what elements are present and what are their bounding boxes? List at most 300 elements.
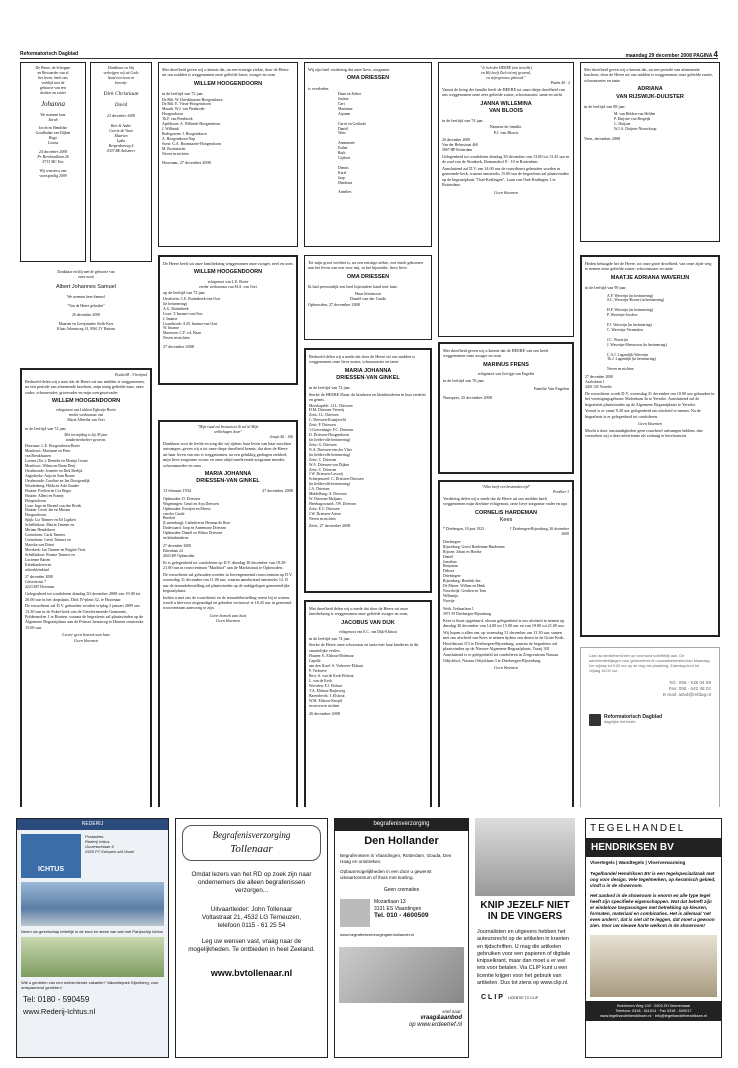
verse-reference: Jesaja 46 : 10b xyxy=(269,434,293,439)
notice-text: Vanuit de kring der familie heeft de HEERE tot onze diepe droefheid van ons weggenomen onze zeer geliefde zuster, schoonzuster, tante en nicht xyxy=(442,86,565,98)
rd-logo-icon xyxy=(589,714,601,726)
notice-text: Sterke de Heere onze schoonzus en tante met haar kinderen in dit smartelijke verlies. xyxy=(309,642,419,653)
notice-date: 26 december 2008 xyxy=(309,711,340,717)
grandson-notice xyxy=(304,255,432,340)
family-line: A. Hoogendoorn-Nap xyxy=(162,136,196,141)
family-line: en neven en nichten xyxy=(309,703,340,708)
spouse-info: echtgenoot van Lubbert Egbertje Boote eerder weduwnaar van Maria Albertha van Oort xyxy=(56,408,116,423)
tollenaar-website[interactable]: www.bvtollenaar.nl xyxy=(210,968,293,979)
notice-date: 27 december 2008 xyxy=(163,344,194,350)
ichtus-address: Postadres: Rederij Ichtus Ouverturelaan 6 2926 PT Krimpen a/d IJssel xyxy=(85,833,135,855)
info-fax: Fax: 055 - 542 48 02 xyxy=(668,685,711,691)
rd-logo xyxy=(589,714,711,726)
ad-rederij-ichtus[interactable] xyxy=(16,818,169,1058)
family-line: J. Imanse xyxy=(163,316,178,321)
death-notice-maria-2 xyxy=(304,348,432,593)
family-line: Driebergen- xyxy=(443,574,462,579)
ichtus-top: REDERIJ xyxy=(17,819,168,830)
family-line: D. Driessen-Hoogendoorn xyxy=(309,433,350,438)
family-line: Rijsenburg: Gerrit Hardeman-Hardeman xyxy=(443,544,505,549)
age: in de leeftijd van 90 jaar. xyxy=(585,285,627,291)
age: in de leeftijd van 74 jaar. xyxy=(442,117,484,123)
family-line: aan den IJssel: S. Verhoeve-Elshout xyxy=(309,664,364,669)
family-line: T.A. Elshout-Buijteweg xyxy=(309,688,346,693)
ad-tollenaar[interactable] xyxy=(175,818,328,1058)
family-line: C. Driessen-Kraaijeveld xyxy=(309,418,346,423)
notice-text: Met droefheid geven wij u kennis dat, na een ernstige ziekte, door de Heere uit ons midden is weggenomen onze geliefde broer, zwager en oom xyxy=(162,67,289,78)
family-line: Esther xyxy=(338,146,348,151)
death-notice-willem-3 xyxy=(158,255,298,385)
family-line: Lisserbroek: A.M. Imanse-van Oort xyxy=(163,321,218,326)
family-line: Opheusden: D. Driessen xyxy=(163,496,201,501)
family-line: Th.J. Lagendijk (in herinnering) xyxy=(607,357,656,362)
hollander-top: begrafenisverzorging xyxy=(335,819,468,831)
hollander-name: Den Hollander xyxy=(364,834,439,847)
clip-logo-sub: LICENTIE TO CLIP xyxy=(507,995,539,1000)
notice-text: De Heere heeft uit onze familiekring weggenomen onze zwager, neef en oom xyxy=(163,261,293,266)
parents: Maarten en Geerjanneke Stolk-Kers Klaas Adamsweg 14, 8061 JV Hattem xyxy=(57,321,115,331)
family-line: W. Driessen-Maljaars xyxy=(309,497,342,502)
death-notice-willem-2 xyxy=(158,62,298,247)
column-4 xyxy=(438,62,574,807)
notice-text: Heden behaagde het de Heere, tot onze grote droefheid, van onze zijde weg te nemen onze geliefde zuster, schoonzuster en tante xyxy=(585,261,712,272)
dates: 13 februari 1934 27 december 2008 xyxy=(163,488,293,494)
family-line: Kleinkinderen en xyxy=(25,562,52,567)
closing: Liever geen bezoek aan huis Geen bloemen xyxy=(62,632,110,643)
spouse-info: echtgenoot van Gerrigje van Engelen xyxy=(477,372,535,377)
ichtus-text-2: Wilt u genieten van een welverdiende vakantie? Vakantiepark Kijkelberg; voor ontspannend genieten! xyxy=(21,979,159,990)
family-line: (in liefdevolle herinnering) xyxy=(309,482,351,487)
family-line: Justine xyxy=(338,96,349,101)
ad-clip[interactable] xyxy=(475,818,575,1058)
family-line: Arjanne xyxy=(338,111,351,116)
family-line: Soest: G.A. Boomzazier-Hoogendoorn xyxy=(162,141,221,146)
family-line: Marianne xyxy=(338,106,353,111)
family-line: van der Garde xyxy=(163,511,185,516)
tollenaar-contact: Uitvaartleider: John Tollenaar Voltastraat 21, 4532 LG Terneuzen, telefoon 0115 - 61 25 54 xyxy=(202,905,301,929)
family-line: Montfoort: Wilma en Bram Derij xyxy=(25,464,76,469)
notice-text: Aansluitend is er gelegenheid tot condoleren in Zorgcentrum Nassau Odijckhof, Nassau Odijcklaan 3 te Driebergen-Rijsenburg. xyxy=(443,652,559,663)
page-info xyxy=(625,50,718,60)
age: in de leeftijd van 88 jaar. xyxy=(584,103,626,109)
family-line: Debora xyxy=(443,569,455,574)
family-list xyxy=(585,294,715,373)
family-line: Hoogendoorn xyxy=(25,498,46,503)
birth-date: 26 december 2008 xyxy=(71,312,101,317)
address: Weth. Verhaarlaan 1 3971 PJ Driebergen-Rijsenburg xyxy=(443,606,491,616)
age: in de leeftijd van 72 jaar. xyxy=(162,91,204,97)
family-line: Noordwijk: Gerdien en Tom xyxy=(443,589,487,594)
family-line: Noortje xyxy=(443,598,455,603)
notice-date: Nunspeet, 25 december 2008 xyxy=(443,394,492,400)
family-line: Schellinkout: Martin Timmer en xyxy=(25,523,75,528)
hollander-text: Begrafenissen in Vlaardingen, Rotterdam, Gouda, Den Haag en omstreken. xyxy=(340,853,452,865)
deceased-name: WILLEM HOOGENDOORN xyxy=(51,398,121,405)
hollander-website[interactable]: www.begrafenisverzorgingdenhollander.nl xyxy=(340,932,415,938)
closing: Geen bloemen xyxy=(637,421,663,427)
family-line: Mariska van Driest xyxy=(25,542,55,547)
family-line: N.A. Driessen-van der Vliet xyxy=(309,447,352,452)
family-line: Neven en nichten xyxy=(163,336,190,341)
family-line: Daniël xyxy=(443,554,454,559)
family-line: J.W. Driessen-Lavooij xyxy=(309,472,343,477)
tollenaar-logo xyxy=(182,825,321,861)
boat-photo xyxy=(21,882,164,926)
clip-photo xyxy=(475,818,575,896)
notice-text: Mocht u door omstandigheden geen rouwbrief ontvangen hebben, dan verzoeken wij u deze advertentie als zodanig te beschouwen. xyxy=(585,427,703,439)
family-line: Zeist: G. Driessen xyxy=(309,442,337,447)
family-line: Gorinchem: Gerrit Timmer en xyxy=(25,538,71,542)
child-name: Dirk Christiaan xyxy=(103,90,139,97)
page-date: maandag 29 december 2008 xyxy=(625,53,692,59)
info-email[interactable]: E-mail: advd@refdag.nl xyxy=(662,691,711,697)
page-label: PAGINA xyxy=(693,53,713,59)
family-line: (Luxemburg): Cathelien en Herman de Boer xyxy=(163,521,231,526)
age: in de leeftijd van 72 jaar. xyxy=(25,426,67,432)
notice-text: De Heere, de Schepper en Bewaarder van al het leven, heeft ons verblijd met de geboorte van een dochter en zuster xyxy=(35,66,71,95)
deceased-name-2: VAN BLOOIS xyxy=(489,107,523,114)
notice-text: De rouwdienst wordt D.V. woensdag 31 december om 10.00 uur gehouden in het verenigingsgebouw Molenlaan 3a te Yerseke. Aansluitend zal de begrafenis plaatsvinden op de Algemene Begraafplaats te Yerseke. xyxy=(585,391,715,407)
clip-logo xyxy=(475,990,575,1005)
notice-text: Verdrietig delen wij u mede dat de Heere uit ons midden heeft weggenomen mijn dierbare echtgenoot, onze lieve zorgzame vader en opa xyxy=(443,495,568,507)
notice-date: Veen, december 2008 xyxy=(584,135,621,141)
rd-logo-text: Reformatorisch Dagblad xyxy=(604,713,663,720)
clip-logo-text: CLIP xyxy=(481,994,505,1002)
family-line: Houten: Evelien en Cor Heger xyxy=(25,488,72,493)
hendriksen-text-2: Het aanbod in de showroom is enorm en alle type tegel heeft zijn specifieke eigenschappen. Wat dat betreft zijn er eindeloze toepassingen met betrekking op kleuren, formaten, materiaal en combinaties. Het is allemaal 'net even anders', dat is niet uit te leggen, dat moet u gewoon zien. Voor uw nieuwe harte welkom in de showroom! xyxy=(590,892,715,928)
notice-text: Wij zijn heel verdrietig dat onze lieve, zorgzame xyxy=(308,67,390,72)
rd-logo-sub: dagelijks het beste xyxy=(604,720,636,725)
family-line: Zeist: C. Driessen xyxy=(309,457,337,462)
family-line: Aagtekerke: Anja en Sam Boone xyxy=(25,474,75,479)
deceased-name: CORNELIS HARDEMAN xyxy=(474,509,538,516)
family-line: J.W. Driessen-Artese xyxy=(309,511,342,516)
clip-text: Journalisten en uitgevers hebben het auteursrecht op de artikelen in kranten en tijdschriften. U mag die artikelen gebruiken voor een papieren of digitale knipselkrant, maar dan moet u er wel iets voor betalen. Via CLIP kunt u een licentie krijgen voor het gebruik van artikelen. Dus tot ziens op www.clip.nl. xyxy=(477,929,571,987)
tollenaar-text: Omdat lezers van het RD op zoek zijn naar ondernemers die alleen begrafenissen verzorgen... xyxy=(191,870,312,895)
parents: Jacob en Hendrike Goudbalan-van Dijken Hugo Louisa xyxy=(35,126,71,146)
notice-text: Aansluitend zal D.V. om 14.00 uur de rouwdienst gehouden worden in genoemde kerk, waarna omstreeks 15.00 uur de begrafenis zal plaatsvinden op de begraafplaats "Oud-Kralingen", Laan van Oud-Kralingen 1 te Rotterdam. xyxy=(442,165,569,188)
family-line: Gijsbert xyxy=(338,156,351,161)
hollander-image xyxy=(339,947,464,1003)
family-line: Lucienne Barten xyxy=(25,557,51,562)
showroom-photo xyxy=(590,935,717,997)
clip-headline: KNIP JEZELF NIET IN DE VINGERS xyxy=(480,900,570,922)
address: 24 december 2008 Pr. Bernhardlaan 26 8713 MC Ens xyxy=(37,150,69,164)
notice-text: Indien u met ons de rouwdienst en de teraardebestelling wenst bij te wonen, wordt u hiervoor uitgenodigd en gebeden vertrouwt te 10.45 uur in genoemd rouwcentrum aanwezig te zijn. xyxy=(163,594,292,611)
hendriksen-contact: Boerheem Weg 102 · 2903 ZH Veenendaal Telefoon: 0318 - 511514 · Fax 0318 - 500017 www.tegelhandelhendriksen.nl · info@tegelhandelhendriksen.nl xyxy=(586,1001,721,1022)
family-line: Willemijn xyxy=(443,594,459,599)
notice-text: Bedroefd delen wij u mee dat de Heere uit ons midden is weggenomen, na een periode van afnemende krachten, mijn innig geliefde man, onze vader, schoonvader, grootvader en mijn overgrootvader xyxy=(25,378,145,395)
family-line: Th.F. van Pienbroek xyxy=(162,117,193,122)
notice-text: Kees is thuis opgebaard, alwaar gelegenheid is om afscheid te nemen op dinsdag 30 december van 14.00 tot 15.00 uur en van 19.00 tot 21.00 uur. xyxy=(443,617,565,629)
ichtus-logo: ICHTUS xyxy=(21,834,81,878)
notice-quote: Met toewijding is hij 38 jaar tandartsenbeheer geweest. xyxy=(64,432,108,442)
family-list xyxy=(309,404,427,522)
family-line: Rijsenburg: Hendrik-Jan xyxy=(443,579,481,584)
family-line: Hendrina xyxy=(338,180,353,185)
family-line: Gerrit en Gerlinda xyxy=(338,121,366,126)
family-line: Houten: Gerrit Jan en Miriam xyxy=(25,508,71,513)
family-line: H.F. Waverijn (in herinnering) xyxy=(607,308,654,313)
notice-text: is overleden. xyxy=(308,85,330,91)
family-line: De Meern: Willem en Henk xyxy=(443,584,486,589)
deceased-name: MAATJE ADRIANA WAVERIJN xyxy=(610,274,690,281)
address: 27 december 2008 Azalealaan 1 4401 GR Yerseke xyxy=(585,375,614,390)
family-line: Daniël xyxy=(338,126,349,131)
info-text: Laat uw familieberichten op voorhand schriftelijk aan. De advertentiebijlagen voor gebeurtenis en rouwadvertenties kan Maandag t/m vrijdag tot 9.00 uur op de dag van plaatsing. Zaterdag kunt tot vrijdag 16.00 uur. xyxy=(589,654,710,673)
family-line: Annemarie xyxy=(338,141,355,146)
family-line: Opheusden: Daniël en Wilma Driessen xyxy=(163,531,223,536)
family-line: Houten: Albert en Franny xyxy=(25,493,64,498)
family-line: Rijssen: Johan en Hoteke xyxy=(443,549,482,554)
family-line: Zeist: C. Driessen xyxy=(309,467,337,472)
notice-text: Gelegenheid tot condoleren dinsdag 30 december van 13.00 tot 13.45 uur in de zaal van de Sionkerk, Romanohof 8 - 10 te Rotterdam. xyxy=(442,154,570,165)
family-line: Woerden: F.J. Elshout xyxy=(309,683,343,688)
address: 27 december 2008 Gieserstraat 7 4223 MT Hoornaar xyxy=(25,575,55,590)
death-notice-maatje xyxy=(580,255,720,637)
family-line: IJsselstein: C.E. Ruitenbeek-van Oort xyxy=(163,296,221,301)
tollenaar-text-2: Leg uw wensen vast, vraag naar de mogelijkheden. Te ontbieden in heel Zeeland. xyxy=(188,938,315,954)
family-line: Maartk: W.J. van Pienbroek- xyxy=(162,107,206,112)
deceased-nickname: Kees xyxy=(499,516,513,523)
family-line: W.M. Elshout-Knopff xyxy=(309,698,343,703)
family-line: Lisse: T. Imanse-van Oort xyxy=(163,311,203,316)
advertising-info-box xyxy=(580,647,720,807)
hollander-promo: snel naar: vraag&aanbod op www.erdeetref.nl xyxy=(408,1008,462,1029)
family-line: Jaap xyxy=(338,175,345,180)
family-line: De Bilt: W. Drieskhuizen-Hoogendoorn xyxy=(162,97,223,102)
deceased-name: MARINUS FRENS xyxy=(483,361,529,368)
death-notice-maria xyxy=(158,420,298,807)
deceased-name: MARIA JOHANNA xyxy=(204,471,252,478)
child-name: Albert Johannes Samuel xyxy=(56,283,116,290)
notice-text: Wij hopen u allen om, op woensdag 31 december om 13.30 uur, samen met ons afscheid van Kees te nemen tijdens een dienst in de Grote Kerk, Hoofdstraat 115 te Driebergen-Rijsenburg, waarna de begrafenis zal plaatsvinden op de Nieuwe Algemene Begraafplaats, Traaij 301. xyxy=(443,629,565,651)
family-line: Lisse: Inge en Barend van den Broek xyxy=(25,503,82,508)
birth-notice-samuel xyxy=(20,267,152,367)
family-line: P. Verhoeve xyxy=(309,669,327,674)
verse-reference: Psalm 68 : 9 berijmd xyxy=(114,373,147,377)
deceased-name-2: VAN RIJSWIJK-DUIJSTER xyxy=(616,93,684,100)
notice-quote: "Alles heeft een bestemden tijd" xyxy=(481,485,531,489)
family-line: Hoogendoorn xyxy=(162,112,183,117)
info-tel: Tel.: 055 - 538 04 99 xyxy=(669,679,711,685)
family-line: IJsselmonde: Caroline en Jan Droogendijk xyxy=(25,478,90,483)
death-notice-janna xyxy=(438,62,574,337)
hollander-no-cremation: Geen crematies xyxy=(383,886,420,893)
family-list xyxy=(163,297,293,341)
family-line: (in herinnering) xyxy=(163,301,187,306)
address: 26 december 2008 Van der Helmstraat 460 3067 HP Rotterdam xyxy=(442,138,478,153)
family-line: P. Waverijn-Jacobse xyxy=(607,313,638,318)
family-line: Capelle xyxy=(309,659,321,664)
family-line: Spijk: Liz Timmer en Ed Ligthert xyxy=(25,518,76,523)
notice-text: Sterke de HEERE Daan, de kinderen en kleinkinderen in hun verdriet en gemis. xyxy=(309,391,426,403)
signature: Haar kleinzoon Daniël van der Garde xyxy=(350,290,386,301)
closing: Geen bloemen xyxy=(493,665,519,671)
family-line: Woudenberg: Hilda en Adri Zandee xyxy=(25,483,80,488)
column-1 xyxy=(20,62,152,807)
spouse-info: echtgenoot van E.C. van Dijk-Elshout xyxy=(339,630,397,635)
death-notice-willem xyxy=(20,368,152,807)
notice-text: Tot mijn groot verdriet is, na een ernstige ziekte, een einde gekomen aan het leven van een voor mij, in het bijzonder, lieve lieve xyxy=(308,260,423,271)
family-line: Miriam Hendriksen xyxy=(25,528,55,533)
hendriksen-sub: Vloertegels | Wandtegels | Vloerverwarming xyxy=(590,860,686,865)
column-5 xyxy=(580,62,720,807)
notice-text: Dankbaar voor de liefde en zorg die wij tijdens haar leven van haar mochten ontvangen, geven wij u tot onze diepe droefheid kennis, dat door de Heere uit haar leven van ons is weggenomen, na een gelukkig gedragen ziekbed, mijn lieve zorgzame vrouw en onze altijd meelevende zorgzame moeder, schoonmoeder en oma xyxy=(163,440,291,468)
family-line: achterkleinkind xyxy=(25,567,49,572)
notice-text: Dankbaar en blij verkrijgen wij uit Gods hand een zoon en broertje xyxy=(103,66,139,85)
family-line: Scherpenzeel: C. Driessen-Driessen xyxy=(309,477,364,482)
hendriksen-top: TEGELHANDEL xyxy=(590,823,686,834)
ichtus-website[interactable]: www.Rederij-Ichtus.nl xyxy=(23,1007,96,1017)
family-line: Benjamin xyxy=(443,564,458,569)
family-line: Beedorf xyxy=(163,516,176,521)
family-line: L. van de Kerk xyxy=(309,678,332,683)
notice-quote: "Je heb den HEERE (om terwille) en Hij heeft Zich tot mij gewend, en mijn gerouw gehoord." xyxy=(480,66,532,80)
family-line: Neven en nichten xyxy=(309,516,336,521)
family-line: Bodegraven: J. Hoogendoorn xyxy=(162,131,207,136)
notice-date: Zeist, 27 december 2008 xyxy=(309,522,351,528)
notice-date: Opheusden, 27 december 2008 xyxy=(308,302,360,308)
notice-text: Met droefheid geven wij u kennis dat de HEERE van ons heeft weggenomen onze zwager en oom xyxy=(443,348,549,359)
family-line: Montfoort: Marianne en Peter xyxy=(25,449,71,454)
family-list xyxy=(25,444,147,572)
hollander-photo xyxy=(340,899,370,927)
closing: Geen bloemen xyxy=(493,189,519,195)
family-line: van Breukhuizen xyxy=(25,454,51,459)
verse-reference: Psalm 40 : 2 xyxy=(550,80,570,85)
deceased-name: MARIA JOHANNA xyxy=(344,367,392,374)
notice-text: Dankbaar en blij met de geboorte van onze zoon xyxy=(57,270,115,279)
family-line: J.A. Driessen xyxy=(309,487,330,492)
page-number: 4 xyxy=(713,50,718,59)
family-line: Loenen (Utr.): Dieneke en Martijn Geuze xyxy=(25,459,88,464)
tollenaar-name: Tollenaar xyxy=(230,842,273,855)
deceased-name: OMA DRIESSEN xyxy=(346,273,390,280)
notice-quote: "Van de Heere geboden" xyxy=(67,303,105,308)
age: in de leeftijd van 74 jaar. xyxy=(309,635,351,641)
deceased-name-2: DRIESSEN-VAN GINKEL xyxy=(336,375,400,382)
ichtus-phone: Tel: 0180 - 590459 xyxy=(23,995,90,1005)
family-line: en kleinkinderen xyxy=(163,536,189,541)
family-line: W.A. Driessen-van Dijken xyxy=(309,462,350,467)
family-line: Jonathan xyxy=(443,559,457,564)
family-line: Annelies xyxy=(338,190,352,195)
family-line: F.J. Waverijn (in herinnering) xyxy=(607,323,652,328)
family-line: Houten: E. Elshout-Molenaar xyxy=(309,654,354,659)
family-line: Wageningen: Geurt en Arja Driessen xyxy=(163,501,219,506)
family-line: Ruth xyxy=(338,151,346,156)
family-line: J. Wilbrink xyxy=(162,127,179,132)
family-line: Gert xyxy=(338,101,345,106)
family-list xyxy=(162,98,294,157)
spouse-info: echtgenoot van L.E. Boote eerder weduwnaar van M.A. van Oort xyxy=(199,279,257,289)
dates: * Driebergen, 18 juni 1923 † Driebergen-Rijsenburg, 26 december 2008 xyxy=(443,527,569,536)
family-line: H.M. Driessen-Verweij xyxy=(309,408,345,413)
family-line: Driebergen- xyxy=(443,539,462,544)
family-line: Neven en nichten xyxy=(607,367,634,372)
notice-text: Bedroefd delen wij u mede dat door de Heere uit ons midden is weggenomen onze lieve zuster, schoonzuster en tante xyxy=(309,354,416,365)
deceased-name-2: DRIESSEN-VAN GINKEL xyxy=(196,478,260,485)
birth-notice-dirk xyxy=(90,62,152,262)
child-nickname: David xyxy=(114,102,128,108)
notice-text: Ik had persoonlijk een heel bijzondere band met haar. xyxy=(308,284,398,290)
notice-quote: "Mijn raad zal bestaan en Ik zal al Mijn welbehagen doen" xyxy=(197,425,259,434)
family-line: Dodewaard: Joop en Annemarie Driessen xyxy=(163,526,227,531)
family-line: Gorinchem: Carla Timmer xyxy=(25,533,66,538)
family-line: J.C. Waverijn xyxy=(607,337,628,342)
notice-text: We noemen haar Sarah xyxy=(40,112,66,122)
family-line: C. Waverijn-Vermeulen xyxy=(607,327,643,332)
death-notice-adriana xyxy=(580,62,720,242)
family-line: Wim xyxy=(338,131,346,136)
ad-den-hollander[interactable] xyxy=(334,818,469,1058)
hollander-text-2: Opbaarmogelijkheden in een door u gewenst uitvaartcentrum of thuis met koeling. xyxy=(340,869,432,880)
family-line: Zeist: J.L. Driessen xyxy=(309,413,339,418)
notice-text: Er is gelegenheid tot condoleren op D.V. dinsdag 30 december van 19.30-21.00 uur in rouwcentrum "Markhof" aan de Marktstraat te Opheusden. xyxy=(163,559,287,571)
deceased-name: WILLEM HOOGENDOORN xyxy=(193,269,263,276)
park-photo xyxy=(21,937,164,977)
notice-text: Vooraf is er vanaf 9.20 uur gelegenheid om afscheid te nemen. Na de begrafenis is er gelegenheid tot condoleren. xyxy=(585,408,701,419)
signature: Namens de familie, P.J. van Bloois xyxy=(489,124,523,135)
hendriksen-name: HENDRIKSEN BV xyxy=(586,838,721,857)
family-line: Neven en nichten xyxy=(162,151,189,156)
deceased-name: JACOBUS VAN DIJK xyxy=(341,619,395,626)
birth-notice-johanna xyxy=(20,62,86,262)
notice-text: De rouwdienst zal D.V. gehouden worden vrijdag 2 januari 2009 om 13.30 uur in de Eskel-kerk van de Gereformeerde Gemeente, Poldermolen 1 te Houten, waarna de begrafenis zal plaatsvinden op de Algemene Begraafplaats aan de Prinses Irenaweg te Houten omstreeks 15.00 uur. xyxy=(25,603,144,630)
closing: Geen bezoek aan huis Geen bloemen xyxy=(209,612,247,624)
notice-date: Hoornaar, 27 december 2008 xyxy=(162,159,211,165)
family-list xyxy=(309,654,427,708)
signature: Familie Van Engelen xyxy=(533,386,569,392)
family-line: Dennis xyxy=(338,165,349,170)
notice-text: Met droefheid geven wij u kennis dat, na een periode van afnemende krachten, door de Heere uit ons midden is weggenomen onze geliefde zuster, schoonzuster en tante xyxy=(584,67,713,83)
verse-reference: Prediker 3 xyxy=(553,489,569,494)
age: op de leeftijd van 72 jaar. xyxy=(163,290,206,296)
family-line: Opheusden: Evertjen en Meeus xyxy=(163,506,211,511)
family-line: C.A.J. Lagendijk-Waverijn xyxy=(607,352,649,357)
newspaper-name: Reformatorisch Dagblad xyxy=(20,51,79,57)
family-line: A.F. Waverijn (in herinnering) xyxy=(607,293,654,298)
family-list xyxy=(443,540,569,604)
hollander-address: Mozartlaan 13 3131 ES Vlaardingen Tel. 010 - 4600509 xyxy=(374,899,429,920)
death-notice-jacobus xyxy=(304,600,432,807)
grandchildren-list xyxy=(308,92,428,195)
family-line: Schellinkout: Ronnie Timmer en xyxy=(25,552,75,557)
family-line: Meerkerk: Jan Timmer en Brigitte Tietz xyxy=(25,547,86,552)
deceased-name: WILLEM HOOGENDOORN xyxy=(193,80,263,87)
family-line: M. Boomzazier xyxy=(162,146,186,151)
age: in de leeftijd van 74 jaar. xyxy=(309,385,351,391)
family-line: Daan en Esther xyxy=(338,92,362,97)
page-header xyxy=(20,50,718,59)
family-line: Zeist: E.C. Driessen xyxy=(309,506,340,511)
family-line: Hoornaar: L.E. Hoogendoorn-Boote xyxy=(25,444,81,449)
age: in de leeftijd van 76 jaar. xyxy=(443,377,485,383)
family-line: Barendrecht: J. Elshout xyxy=(309,693,345,698)
family-line: Apeldoorn: A. Wilbrink-Hoogendoorn xyxy=(162,122,221,127)
birth-date: 23 december 2008 xyxy=(106,114,136,119)
family-line: IJsselmonde: Jeanette en Dirk Beelijk xyxy=(25,469,83,474)
family-line: Best: A. van de Kerk-Elshout xyxy=(309,674,354,679)
hendriksen-text: Tegelhandel Hendriksen BV is een tegelspeciaalzaak met oog voor design. Vele tegelmerken, op keramisch gebied, vindt u in de showroom. xyxy=(590,870,716,888)
ad-tegelhandel-hendriksen[interactable] xyxy=(585,818,722,1058)
ichtus-text: Neem uw gezelschap letterlijk in de boot en steek van wal met Partyschip Ichtus xyxy=(21,928,163,934)
notice-text: Met droefheid delen wij u mede dat door de Heere uit onze familiekring is weggenomen onze geliefde zwager en oom, xyxy=(309,606,409,617)
child-name: Johanna xyxy=(40,99,66,108)
family-list: M. van Helden-van Helden P. Duijster-van Bergeijk C. Duijster W.J.A. Duijster-Nieuwkoop xyxy=(614,112,657,131)
tollenaar-title: Begrafenisverzorging xyxy=(212,830,291,840)
